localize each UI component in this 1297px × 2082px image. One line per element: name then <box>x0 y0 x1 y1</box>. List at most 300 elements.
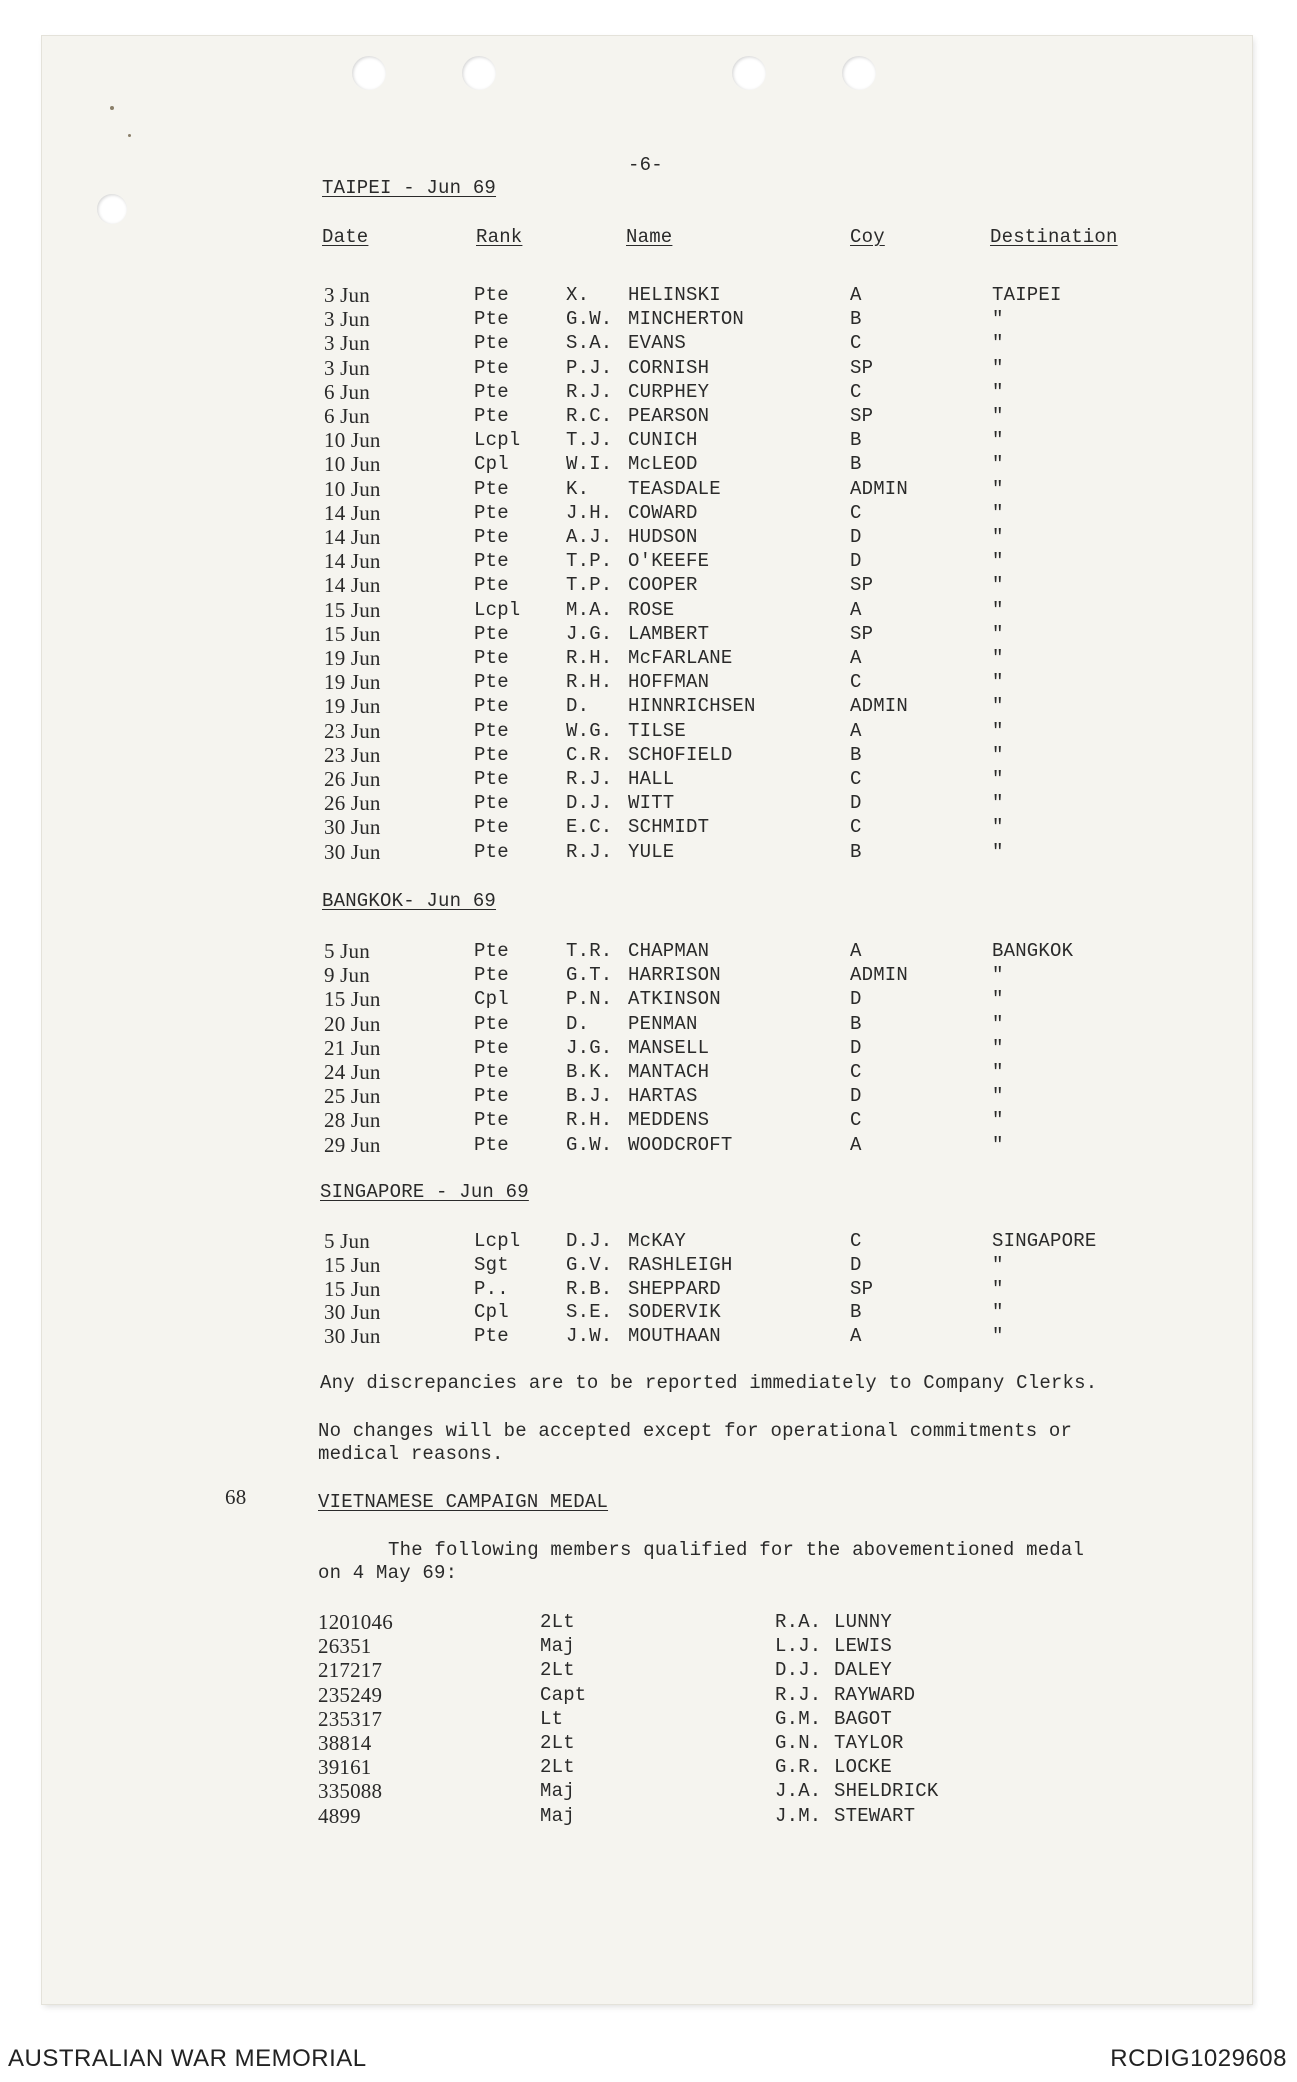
table-row <box>0 792 1297 816</box>
service-number-cell: 335088 <box>318 1779 383 1804</box>
initials-cell: W.G. <box>566 719 613 742</box>
rank-cell: Pte <box>474 380 509 403</box>
rank-cell: Pte <box>474 792 509 815</box>
destination-cell: " <box>992 550 1004 573</box>
table-row <box>0 1684 1297 1708</box>
table-row <box>0 1611 1297 1635</box>
initials-cell: R.H. <box>566 1109 613 1132</box>
surname-cell: LOCKE <box>834 1756 893 1779</box>
medal-intro-line2: on 4 May 69: <box>318 1562 458 1584</box>
rank-cell: Cpl <box>474 453 509 476</box>
coy-cell: SP <box>850 356 874 379</box>
initials-cell: B.K. <box>566 1061 613 1083</box>
destination-cell: " <box>992 598 1004 621</box>
date-cell: 21 Jun <box>324 1035 381 1060</box>
table-row <box>0 1708 1297 1732</box>
destination-cell: " <box>992 1325 1004 1348</box>
rank-cell: Pte <box>474 356 509 379</box>
initials-cell: D. <box>566 1012 590 1035</box>
table-row <box>0 940 1297 964</box>
surname-cell: ATKINSON <box>628 988 721 1011</box>
note-discrepancies: Any discrepancies are to be reported immediately to Company Clerks. <box>320 1372 1098 1394</box>
surname-cell: MANTACH <box>628 1061 710 1083</box>
coy-cell: C <box>850 768 862 790</box>
surname-cell: WITT <box>628 792 675 815</box>
initials-cell: G.W. <box>566 1133 613 1156</box>
table-row <box>0 695 1297 719</box>
date-cell: 30 Jun <box>324 815 381 840</box>
coy-cell: C <box>850 501 862 524</box>
surname-cell: BAGOT <box>834 1707 893 1730</box>
service-number-cell: 235317 <box>318 1706 383 1731</box>
date-cell: 3 Jun <box>324 355 370 380</box>
coy-cell: B <box>850 840 862 863</box>
table-row <box>0 502 1297 526</box>
date-cell: 15 Jun <box>324 1276 381 1301</box>
table-row <box>0 1013 1297 1037</box>
footer-source: AUSTRALIAN WAR MEMORIAL <box>8 2045 367 2072</box>
section-heading-singapore: SINGAPORE - Jun 69 <box>320 1181 529 1203</box>
rank-cell: Pte <box>474 1012 509 1035</box>
coy-cell: ADMIN <box>850 964 909 987</box>
destination-cell: " <box>992 405 1004 427</box>
table-row <box>0 1085 1297 1109</box>
date-cell: 30 Jun <box>324 839 381 864</box>
surname-cell: RASHLEIGH <box>628 1253 733 1276</box>
coy-cell: C <box>850 1230 862 1252</box>
initials-cell: K. <box>566 477 590 500</box>
rank-cell: Pte <box>474 840 509 863</box>
coy-cell: C <box>850 1109 862 1132</box>
surname-cell: HINNRICHSEN <box>628 695 756 718</box>
column-header-date: Date <box>322 226 369 248</box>
service-number-cell: 1201046 <box>318 1610 393 1634</box>
paper-speck <box>110 106 114 110</box>
rank-cell: Cpl <box>474 1301 509 1324</box>
rank-cell: Pte <box>474 405 509 427</box>
coy-cell: D <box>850 550 862 573</box>
table-row <box>0 574 1297 598</box>
destination-cell: " <box>992 695 1004 718</box>
surname-cell: O'KEEFE <box>628 550 710 573</box>
paper-speck <box>128 134 131 137</box>
coy-cell: A <box>850 647 862 669</box>
punch-hole <box>842 56 876 90</box>
destination-cell: " <box>992 964 1004 987</box>
service-number-cell: 4899 <box>318 1803 361 1828</box>
surname-cell: RAYWARD <box>834 1683 916 1706</box>
surname-cell: SHELDRICK <box>834 1780 939 1803</box>
rank-cell: Lcpl <box>474 598 521 621</box>
surname-cell: HUDSON <box>628 526 698 548</box>
date-cell: 14 Jun <box>324 573 381 598</box>
initials-cell: B.J. <box>566 1085 613 1108</box>
coy-cell: B <box>850 743 862 766</box>
initials-cell: P.N. <box>566 988 613 1011</box>
rank-cell: Lcpl <box>474 429 521 452</box>
surname-cell: HOFFMAN <box>628 671 710 694</box>
table-row <box>0 1037 1297 1061</box>
service-number-cell: 26351 <box>318 1634 372 1659</box>
initials-cell: T.P. <box>566 550 613 573</box>
surname-cell: HALL <box>628 768 675 790</box>
destination-cell: TAIPEI <box>992 284 1062 306</box>
initials-cell: G.W. <box>566 308 613 331</box>
surname-cell: LUNNY <box>834 1611 893 1633</box>
punch-hole <box>732 56 766 90</box>
date-cell: 6 Jun <box>324 404 370 428</box>
surname-cell: HARTAS <box>628 1085 698 1108</box>
rank-cell: Pte <box>474 574 509 597</box>
rank-cell: Lt <box>540 1707 564 1730</box>
date-cell: 26 Jun <box>324 767 381 791</box>
date-cell: 15 Jun <box>324 597 381 622</box>
initials-cell: C.R. <box>566 743 613 766</box>
coy-cell: A <box>850 284 862 306</box>
table-row <box>0 841 1297 865</box>
date-cell: 14 Jun <box>324 549 381 574</box>
initials-cell: J.M. <box>775 1804 822 1827</box>
table-row <box>0 671 1297 695</box>
table-row <box>0 1780 1297 1804</box>
surname-cell: SODERVIK <box>628 1301 721 1324</box>
column-header-destination: Destination <box>990 226 1118 248</box>
date-cell: 15 Jun <box>324 987 381 1012</box>
table-row <box>0 1254 1297 1278</box>
destination-cell: " <box>992 429 1004 452</box>
initials-cell: J.H. <box>566 501 613 524</box>
date-cell: 9 Jun <box>324 963 370 988</box>
date-cell: 23 Jun <box>324 742 381 767</box>
surname-cell: EVANS <box>628 332 687 355</box>
destination-cell: " <box>992 622 1004 645</box>
destination-cell: " <box>992 719 1004 742</box>
rank-cell: Lcpl <box>474 1230 521 1252</box>
rank-cell: Maj <box>540 1780 575 1803</box>
initials-cell: J.A. <box>775 1780 822 1803</box>
surname-cell: ROSE <box>628 598 675 621</box>
coy-cell: A <box>850 598 862 621</box>
date-cell: 14 Jun <box>324 500 381 525</box>
rank-cell: Pte <box>474 671 509 694</box>
table-row <box>0 1109 1297 1133</box>
rank-cell: Pte <box>474 695 509 718</box>
destination-cell: " <box>992 1109 1004 1132</box>
table-row <box>0 1756 1297 1780</box>
rank-cell: Pte <box>474 940 509 962</box>
rank-cell: Pte <box>474 1085 509 1108</box>
table-row <box>0 599 1297 623</box>
date-cell: 10 Jun <box>324 476 381 501</box>
initials-cell: D.J. <box>566 1230 613 1252</box>
punch-hole <box>462 56 496 90</box>
destination-cell: " <box>992 380 1004 403</box>
date-cell: 23 Jun <box>324 718 381 743</box>
initials-cell: D.J. <box>775 1659 822 1682</box>
rank-cell: Maj <box>540 1804 575 1827</box>
surname-cell: YULE <box>628 840 675 863</box>
initials-cell: R.H. <box>566 671 613 694</box>
destination-cell: " <box>992 1061 1004 1083</box>
rank-cell: 2Lt <box>540 1756 575 1779</box>
date-cell: 19 Jun <box>324 646 381 670</box>
initials-cell: D.J. <box>566 792 613 815</box>
date-cell: 3 Jun <box>324 283 370 307</box>
date-cell: 3 Jun <box>324 307 370 332</box>
surname-cell: McKAY <box>628 1230 687 1252</box>
punch-hole <box>352 56 386 90</box>
initials-cell: S.A. <box>566 332 613 355</box>
coy-cell: SP <box>850 574 874 597</box>
surname-cell: PEARSON <box>628 405 710 427</box>
table-row <box>0 1230 1297 1254</box>
date-cell: 26 Jun <box>324 791 381 816</box>
destination-cell: " <box>992 1277 1004 1300</box>
destination-cell: " <box>992 1133 1004 1156</box>
initials-cell: E.C. <box>566 816 613 839</box>
rank-cell: Pte <box>474 1061 509 1083</box>
table-row <box>0 647 1297 671</box>
coy-cell: SP <box>850 405 874 427</box>
table-row <box>0 526 1297 550</box>
destination-cell: " <box>992 816 1004 839</box>
initials-cell: D. <box>566 695 590 718</box>
initials-cell: J.W. <box>566 1325 613 1348</box>
date-cell: 3 Jun <box>324 331 370 356</box>
date-cell: 30 Jun <box>324 1300 381 1325</box>
initials-cell: T.J. <box>566 429 613 452</box>
initials-cell: R.A. <box>775 1611 822 1633</box>
destination-cell: " <box>992 477 1004 500</box>
destination-cell: " <box>992 671 1004 694</box>
surname-cell: SHEPPARD <box>628 1277 721 1300</box>
surname-cell: TAYLOR <box>834 1732 904 1754</box>
date-cell: 5 Jun <box>324 939 370 963</box>
destination-cell: " <box>992 574 1004 597</box>
initials-cell: R.B. <box>566 1277 613 1300</box>
date-cell: 15 Jun <box>324 621 381 646</box>
initials-cell: T.R. <box>566 940 613 962</box>
initials-cell: P.J. <box>566 356 613 379</box>
initials-cell: M.A. <box>566 598 613 621</box>
date-cell: 19 Jun <box>324 694 381 719</box>
destination-cell: " <box>992 840 1004 863</box>
column-header-name: Name <box>626 226 673 248</box>
surname-cell: CUNICH <box>628 429 698 452</box>
date-cell: 5 Jun <box>324 1229 370 1253</box>
surname-cell: CURPHEY <box>628 380 710 403</box>
rank-cell: Pte <box>474 550 509 573</box>
rank-cell: P.. <box>474 1277 509 1300</box>
rank-cell: Pte <box>474 647 509 669</box>
surname-cell: WOODCROFT <box>628 1133 733 1156</box>
destination-cell: " <box>992 1085 1004 1108</box>
destination-cell: " <box>992 526 1004 548</box>
rank-cell: Pte <box>474 332 509 355</box>
surname-cell: LEWIS <box>834 1635 893 1658</box>
rank-cell: Pte <box>474 1133 509 1156</box>
coy-cell: C <box>850 671 862 694</box>
rank-cell: Pte <box>474 1109 509 1132</box>
punch-hole <box>97 194 127 224</box>
coy-cell: A <box>850 1325 862 1348</box>
rank-cell: Pte <box>474 743 509 766</box>
medal-heading: VIETNAMESE CAMPAIGN MEDAL <box>318 1491 609 1513</box>
coy-cell: D <box>850 1085 862 1108</box>
coy-cell: B <box>850 1012 862 1035</box>
surname-cell: HARRISON <box>628 964 721 987</box>
rank-cell: Pte <box>474 526 509 548</box>
initials-cell: J.G. <box>566 622 613 645</box>
destination-cell: " <box>992 308 1004 331</box>
note-changes-line1: No changes will be accepted except for operational commitments or <box>318 1420 1073 1442</box>
coy-cell: A <box>850 1133 862 1156</box>
surname-cell: CHAPMAN <box>628 940 710 962</box>
table-row <box>0 964 1297 988</box>
surname-cell: TEASDALE <box>628 477 721 500</box>
destination-cell: " <box>992 356 1004 379</box>
date-cell: 14 Jun <box>324 525 381 549</box>
rank-cell: Sgt <box>474 1253 509 1276</box>
table-row <box>0 453 1297 477</box>
table-row <box>0 478 1297 502</box>
destination-cell: " <box>992 768 1004 790</box>
destination-cell: " <box>992 1301 1004 1324</box>
rank-cell: Pte <box>474 964 509 987</box>
table-row <box>0 308 1297 332</box>
table-row <box>0 429 1297 453</box>
destination-cell: SINGAPORE <box>992 1230 1097 1252</box>
table-row <box>0 284 1297 308</box>
coy-cell: B <box>850 453 862 476</box>
date-cell: 15 Jun <box>324 1252 381 1277</box>
initials-cell: T.P. <box>566 574 613 597</box>
coy-cell: A <box>850 940 862 962</box>
service-number-cell: 38814 <box>318 1731 372 1755</box>
destination-cell: " <box>992 743 1004 766</box>
surname-cell: SCHOFIELD <box>628 743 733 766</box>
destination-cell: " <box>992 501 1004 524</box>
surname-cell: COWARD <box>628 501 698 524</box>
surname-cell: McFARLANE <box>628 647 733 669</box>
surname-cell: McLEOD <box>628 453 698 476</box>
surname-cell: STEWART <box>834 1804 916 1827</box>
coy-cell: B <box>850 308 862 331</box>
date-cell: 24 Jun <box>324 1060 381 1084</box>
coy-cell: D <box>850 1036 862 1059</box>
coy-cell: A <box>850 719 862 742</box>
coy-cell: D <box>850 526 862 548</box>
date-cell: 10 Jun <box>324 452 381 477</box>
destination-cell: " <box>992 792 1004 815</box>
table-row <box>0 768 1297 792</box>
surname-cell: CORNISH <box>628 356 710 379</box>
table-row <box>0 1805 1297 1829</box>
destination-cell: " <box>992 332 1004 355</box>
initials-cell: W.I. <box>566 453 613 476</box>
rank-cell: Capt <box>540 1683 587 1706</box>
rank-cell: Cpl <box>474 988 509 1011</box>
footer-reference: RCDIG1029608 <box>1110 2045 1287 2072</box>
surname-cell: HELINSKI <box>628 284 721 306</box>
coy-cell: C <box>850 332 862 355</box>
date-cell: 10 Jun <box>324 428 381 453</box>
rank-cell: Pte <box>474 1036 509 1059</box>
surname-cell: MEDDENS <box>628 1109 710 1132</box>
surname-cell: PENMAN <box>628 1012 698 1035</box>
initials-cell: X. <box>566 284 590 306</box>
rank-cell: 2Lt <box>540 1732 575 1754</box>
destination-cell: BANGKOK <box>992 940 1074 962</box>
table-row <box>0 1325 1297 1349</box>
initials-cell: R.J. <box>566 768 613 790</box>
surname-cell: MINCHERTON <box>628 308 745 331</box>
table-row <box>0 357 1297 381</box>
service-number-cell: 217217 <box>318 1658 383 1683</box>
table-row <box>0 720 1297 744</box>
initials-cell: J.G. <box>566 1036 613 1059</box>
initials-cell: R.J. <box>566 380 613 403</box>
column-header-coy: Coy <box>850 226 885 248</box>
section-heading-taipei: TAIPEI - Jun 69 <box>322 177 497 199</box>
coy-cell: SP <box>850 622 874 645</box>
initials-cell: S.E. <box>566 1301 613 1324</box>
surname-cell: LAMBERT <box>628 622 710 645</box>
destination-cell: " <box>992 1036 1004 1059</box>
coy-cell: ADMIN <box>850 477 909 500</box>
rank-cell: Pte <box>474 308 509 331</box>
table-row <box>0 1659 1297 1683</box>
table-row <box>0 1732 1297 1756</box>
date-cell: 30 Jun <box>324 1324 381 1349</box>
page-number: -6- <box>628 154 663 176</box>
table-row <box>0 623 1297 647</box>
coy-cell: D <box>850 792 862 815</box>
rank-cell: 2Lt <box>540 1611 575 1633</box>
initials-cell: G.M. <box>775 1707 822 1730</box>
coy-cell: C <box>850 1061 862 1083</box>
coy-cell: D <box>850 988 862 1011</box>
date-cell: 29 Jun <box>324 1132 381 1157</box>
destination-cell: " <box>992 1253 1004 1276</box>
rank-cell: Pte <box>474 501 509 524</box>
surname-cell: MOUTHAAN <box>628 1325 721 1348</box>
column-header-rank: Rank <box>476 226 523 248</box>
rank-cell: Maj <box>540 1635 575 1658</box>
rank-cell: Pte <box>474 816 509 839</box>
surname-cell: TILSE <box>628 719 687 742</box>
initials-cell: R.J. <box>566 840 613 863</box>
section-heading-bangkok: BANGKOK- Jun 69 <box>322 890 497 912</box>
destination-cell: " <box>992 1012 1004 1035</box>
coy-cell: ADMIN <box>850 695 909 718</box>
service-number-cell: 235249 <box>318 1682 383 1707</box>
initials-cell: G.R. <box>775 1756 822 1779</box>
initials-cell: L.J. <box>775 1635 822 1658</box>
date-cell: 6 Jun <box>324 379 370 404</box>
rank-cell: 2Lt <box>540 1659 575 1682</box>
table-row <box>0 405 1297 429</box>
table-row <box>0 988 1297 1012</box>
rank-cell: Pte <box>474 284 509 306</box>
surname-cell: SCHMIDT <box>628 816 710 839</box>
surname-cell: MANSELL <box>628 1036 710 1059</box>
surname-cell: COOPER <box>628 574 698 597</box>
rank-cell: Pte <box>474 719 509 742</box>
table-row <box>0 332 1297 356</box>
initials-cell: G.N. <box>775 1732 822 1754</box>
coy-cell: SP <box>850 1277 874 1300</box>
